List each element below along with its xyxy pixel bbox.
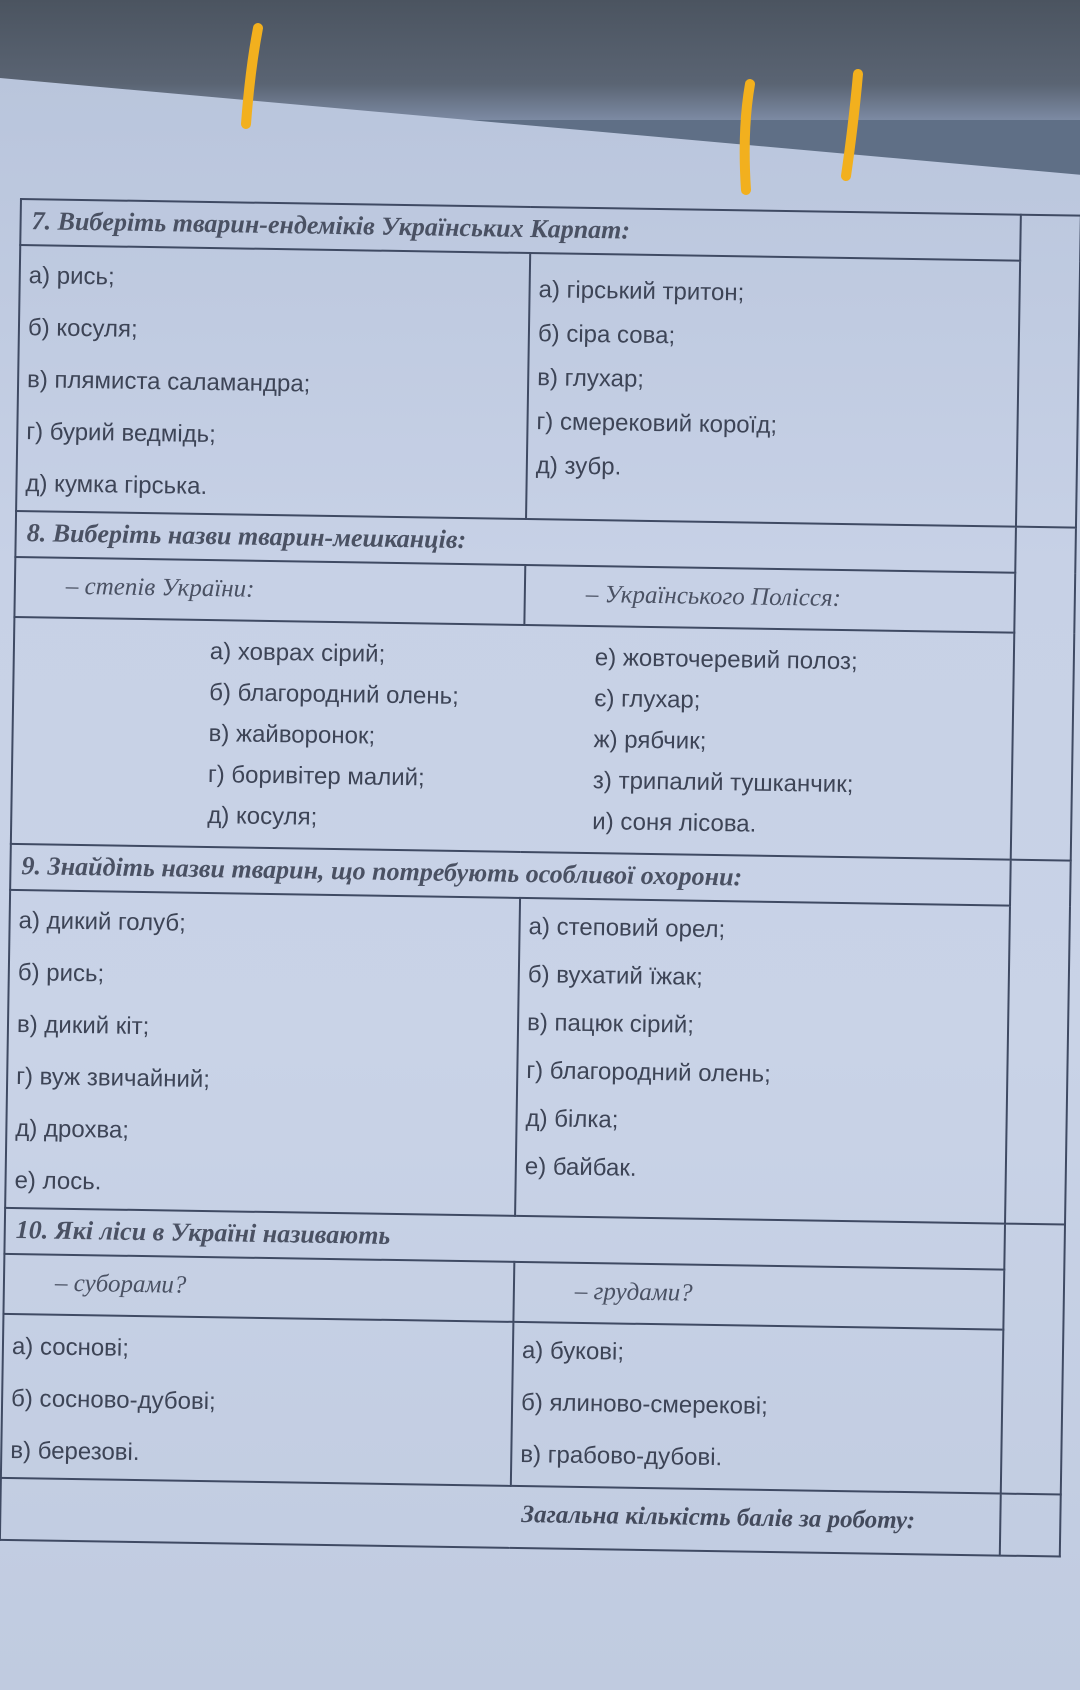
worksheet-table — [0, 198, 1080, 1558]
option: в) плямиста саламандра; — [26, 366, 311, 398]
q10-options-row — [1, 1314, 1063, 1495]
option: а) ховрах сірий; — [209, 638, 386, 668]
option: є) глухар; — [593, 685, 701, 714]
option: а) рись; — [28, 262, 115, 291]
option: г) вуж звичайний; — [15, 1063, 211, 1094]
marker-stroke-1 — [246, 28, 258, 124]
q8-title: 8. Виберіть назви тварин-мешканців: — [15, 511, 1016, 573]
option: г) смерековий короїд; — [536, 408, 778, 439]
option: з) трипалий тушканчик; — [592, 767, 854, 799]
option: в) глухар; — [537, 364, 645, 393]
q10-right-options — [511, 1322, 1004, 1494]
q7-left-options — [16, 245, 530, 519]
option: б) ялиново-смерекові; — [520, 1389, 768, 1420]
total-label: Загальна кількість балів за роботу: — [0, 1478, 1001, 1556]
option: г) благородний олень; — [526, 1057, 772, 1088]
marker-stroke-2 — [745, 84, 750, 190]
option: д) кумка гірська. — [25, 470, 208, 500]
option: б) косуля; — [27, 314, 138, 343]
q10-sub-left: – суборами? — [3, 1254, 514, 1322]
q7-score-cell — [1016, 215, 1080, 528]
q9-options-row — [5, 890, 1070, 1225]
q8-right-options — [592, 637, 975, 848]
option: в) жайворонок; — [208, 720, 376, 750]
option: б) благородний олень; — [209, 679, 459, 710]
option: в) дикий кіт; — [16, 1011, 150, 1041]
option: б) сіра сова; — [537, 320, 676, 350]
option: г) боривітер малий; — [207, 761, 425, 792]
q10-title: 10. Які ліси в Україні називають — [4, 1208, 1005, 1270]
q8-left-options — [207, 631, 595, 842]
total-score-cell — [1000, 1494, 1061, 1557]
option: д) білка; — [525, 1105, 619, 1134]
q7-right-options — [526, 253, 1020, 527]
option: г) бурий ведмідь; — [26, 418, 217, 449]
option: д) зубр. — [535, 452, 622, 481]
marker-strokes — [0, 0, 1080, 220]
option: б) сосново-дубові; — [10, 1385, 216, 1416]
q9-right-options — [515, 898, 1010, 1224]
option: д) косуля; — [207, 802, 318, 831]
option: е) лось. — [14, 1167, 102, 1196]
option: а) дикий голуб; — [18, 907, 186, 937]
q10-sub-right: – грудами? — [513, 1262, 1004, 1330]
option: в) пацюк сірий; — [526, 1009, 695, 1039]
marker-stroke-3 — [846, 74, 858, 176]
option: д) дрохва; — [15, 1115, 130, 1144]
q8-sub-right: – Українського Полісся: — [524, 565, 1015, 633]
option: а) гірський тритон; — [538, 276, 745, 307]
q7-options-row — [16, 245, 1080, 528]
q8-options-row — [11, 617, 1074, 861]
q7-title: 7. Виберіть тварин-ендеміків Українських Карпат: — [20, 199, 1021, 261]
option: в) грабово-дубові. — [520, 1441, 723, 1472]
option: а) соснові; — [11, 1333, 130, 1362]
option: б) вухатий їжак; — [527, 961, 703, 991]
q8-sub-left: – степів України: — [14, 557, 525, 625]
q9-left-options — [5, 890, 520, 1216]
q10-left-options — [1, 1314, 514, 1486]
option: в) березові. — [10, 1437, 140, 1467]
q9-score-cell — [1005, 860, 1071, 1225]
option: ж) рябчик; — [593, 726, 707, 755]
option: е) байбак. — [524, 1153, 637, 1182]
q9-title: 9. Знайдіть назви тварин, що потребують особливої охорони: — [10, 844, 1011, 906]
option: б) рись; — [17, 959, 105, 988]
option: а) степовий орел; — [528, 913, 726, 944]
q8-options — [11, 617, 1014, 860]
option: и) соня лісова. — [592, 808, 757, 838]
worksheet — [0, 198, 1080, 1557]
q8-score-cell — [1011, 527, 1076, 861]
option: е) жовточеревий полоз; — [594, 644, 858, 676]
option: а) букові; — [521, 1337, 625, 1366]
q10-score-cell — [1001, 1224, 1065, 1495]
